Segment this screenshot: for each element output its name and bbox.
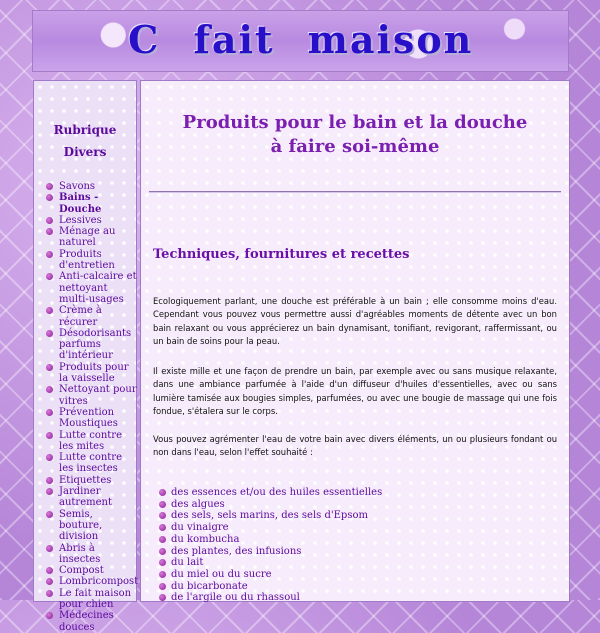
page-title-line2: à faire soi-même: [270, 136, 440, 157]
bullet-icon: [46, 590, 53, 597]
ingredient-list: [159, 487, 382, 604]
bullet-icon: [46, 454, 53, 461]
ingredient-link[interactable]: [159, 534, 382, 546]
ingredient-link[interactable]: [159, 546, 382, 558]
bullet-icon: [159, 524, 166, 531]
ingredient-label: des algues: [171, 498, 225, 510]
bullet-icon: [159, 594, 166, 601]
sidebar-item-link[interactable]: [46, 486, 139, 509]
sidebar-item-label: Prévention Moustiques: [59, 406, 118, 430]
bullet-icon: [159, 536, 166, 543]
bullet-icon: [46, 183, 53, 190]
sidebar-item-label: Etiquettes: [59, 474, 112, 486]
ingredient-link[interactable]: [159, 522, 382, 534]
ingredient-link[interactable]: [159, 592, 382, 604]
sidebar-item-label: Nettoyant pour vitres: [59, 384, 137, 407]
sidebar-item-link[interactable]: [46, 181, 139, 192]
sidebar-item-link[interactable]: [46, 362, 139, 385]
ingredient-label: du kombucha: [171, 533, 240, 545]
sidebar-heading-line1: Rubrique: [53, 123, 117, 137]
ingredient-label: du vinaigre: [171, 522, 229, 534]
sidebar-item-label: Lombricompost: [59, 576, 139, 588]
ingredient-label: de l'argile ou du rhassoul: [171, 592, 300, 604]
ingredient-label: du bicarbonate: [171, 580, 248, 592]
section-heading: Techniques, fournitures et recettes: [153, 247, 410, 262]
sidebar-item-link[interactable]: [46, 215, 139, 226]
sidebar-item-link[interactable]: [46, 271, 139, 305]
bullet-icon: [46, 477, 53, 484]
bullet-icon: [159, 489, 166, 496]
paragraph: Il existe mille et une façon de prendre un bain, par exemple avec ou sans musique relaxante, dans une ambiance parfumée à l'aide d'un diffuseur d'huiles d'essentielles, avec ou sans lumière tamisée aux bougies simples, parfumées, ou avec une bougie de massage qui une fois fondue, s'étalera sur le corps.: [153, 366, 557, 416]
ingredient-label: du lait: [171, 557, 204, 569]
sidebar-item-link[interactable]: [46, 249, 139, 272]
sidebar-item-link[interactable]: [46, 305, 139, 328]
ingredient-link[interactable]: [159, 557, 382, 569]
sidebar-item-link[interactable]: [46, 192, 139, 215]
bullet-icon: [46, 273, 53, 280]
sidebar-item-label: Produits pour la vaisselle: [59, 361, 129, 385]
sidebar-item-label: Lessives: [59, 214, 102, 226]
bullet-icon: [159, 548, 166, 555]
sidebar-item-label: Ménage au naturel: [59, 226, 116, 249]
sidebar-item-link[interactable]: [46, 328, 139, 362]
sidebar-item-link[interactable]: [46, 588, 139, 611]
sidebar-item-link[interactable]: [46, 452, 139, 475]
bullet-icon: [46, 307, 53, 314]
bullet-icon: [159, 559, 166, 566]
ingredient-link[interactable]: [159, 581, 382, 593]
sidebar-item-label: Compost: [59, 565, 104, 577]
bullet-icon: [46, 251, 53, 258]
site-title[interactable]: C fait maison: [128, 17, 474, 62]
sidebar-item-link[interactable]: [46, 430, 139, 453]
sidebar-item-label: Lutte contre les mites: [59, 429, 122, 452]
bullet-icon: [46, 612, 53, 619]
sidebar-item-link[interactable]: [46, 226, 139, 249]
ingredient-link[interactable]: [159, 487, 382, 499]
sidebar-item-link[interactable]: [46, 543, 139, 566]
page-title: [141, 111, 569, 159]
ingredient-label: des plantes, des infusions: [171, 545, 302, 557]
page-title-line1: Produits pour le bain et la douche: [182, 112, 528, 133]
bullet-icon: [46, 409, 53, 416]
sidebar-item-link[interactable]: [46, 565, 139, 576]
sidebar-item-label: Semis, bouture, division: [59, 508, 103, 543]
bullet-icon: [46, 511, 53, 518]
ingredient-label: du miel ou du sucre: [171, 568, 272, 580]
paragraph: Ecologiquement parlant, une douche est préférable à un bain ; elle consomme moins d'eau. Cependant vous pouvez vous permettre aussi d'agréables moments de détente avec un bon bain relaxant ou vous apprécierez un bain dynamisant, tonifiant, revigorant, raffermissant, ou un bain de soins pour la peau.: [153, 296, 557, 346]
ingredient-label: des essences et/ou des huiles essentielles: [171, 487, 383, 498]
bullet-icon: [159, 583, 166, 590]
bullet-icon: [159, 571, 166, 578]
sidebar-nav: [34, 181, 139, 633]
sidebar-item-label: Bains - Douche: [59, 192, 102, 215]
sidebar-item-label: Produits d'entretien: [59, 248, 115, 272]
sidebar-item-label: Anti-calcaire et nettoyant multi-usages: [59, 271, 137, 305]
bullet-icon: [46, 364, 53, 371]
sidebar-heading-line2: Divers: [63, 145, 107, 159]
sidebar-item-link[interactable]: [46, 407, 139, 430]
sidebar-item-label: Lutte contre les insectes: [59, 452, 122, 475]
main-content: [140, 80, 570, 602]
bullet-icon: [46, 545, 53, 552]
site-banner: [33, 11, 568, 71]
ingredient-label: des sels, sels marins, des sels d'Epsom: [171, 510, 368, 522]
sidebar-item-label: Désodorisants parfums d'intérieur: [59, 327, 132, 362]
sidebar-item-link[interactable]: [46, 509, 139, 543]
bullet-icon: [46, 578, 53, 585]
sidebar-item-link[interactable]: [46, 576, 139, 587]
bullet-icon: [46, 217, 53, 224]
bullet-icon: [46, 330, 53, 337]
sidebar-item-label: Crème à récurer: [59, 305, 102, 328]
ingredient-link[interactable]: [159, 499, 382, 511]
sidebar-item-label: Abris à insectes: [59, 542, 101, 565]
sidebar-item-label: Jardiner autrement: [59, 486, 112, 509]
bullet-icon: [46, 386, 53, 393]
sidebar-item-label: Savons: [59, 181, 96, 192]
sidebar-item-link[interactable]: [46, 475, 139, 486]
sidebar-item-label: Médecines douces: [59, 610, 114, 633]
divider: [149, 191, 561, 193]
sidebar: [33, 80, 139, 633]
ingredient-link[interactable]: [159, 569, 382, 581]
bullet-icon: [46, 228, 53, 235]
bullet-icon: [46, 567, 53, 574]
sidebar-item-link[interactable]: [46, 610, 139, 633]
ingredient-link[interactable]: [159, 510, 382, 522]
bullet-icon: [159, 512, 166, 519]
bullet-icon: [159, 501, 166, 508]
paragraph: Vous pouvez agrémenter l'eau de votre bain avec divers éléments, un ou plusieurs fondant ou non dans l'eau, selon l'effet souhaité :: [153, 434, 557, 458]
bullet-icon: [46, 432, 53, 439]
bullet-icon: [46, 488, 53, 495]
sidebar-heading: [34, 119, 136, 163]
sidebar-item-label: Le fait maison pour chien: [59, 587, 132, 610]
sidebar-item-link[interactable]: [46, 384, 139, 407]
bullet-icon: [46, 194, 53, 201]
